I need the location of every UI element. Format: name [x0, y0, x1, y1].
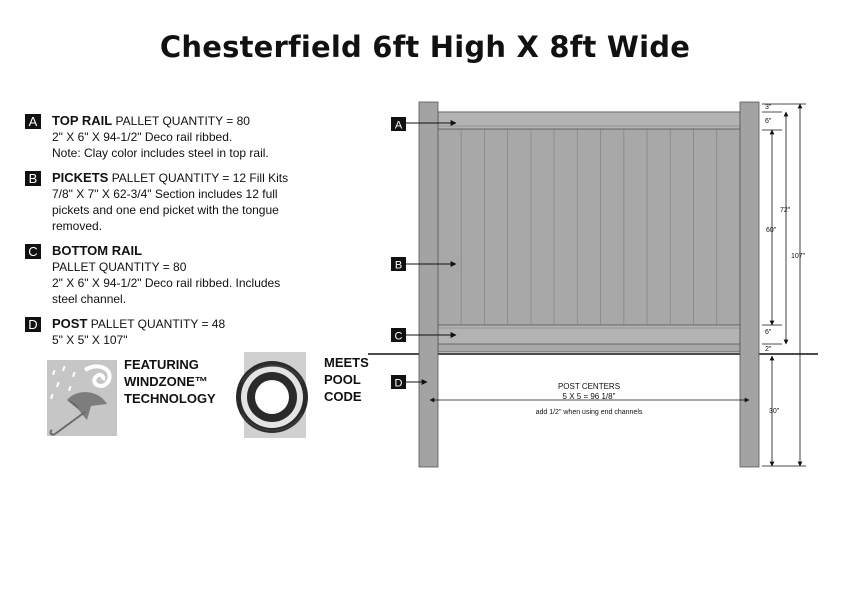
picket [647, 129, 670, 325]
dim-107in: 107" [791, 253, 806, 260]
spec-quantity: PALLET QUANTITY = 12 Fill Kits [111, 171, 289, 185]
picket [461, 129, 484, 325]
picket [577, 129, 600, 325]
post-centers-formula: 5 X 5 = 96 1/8" [562, 392, 616, 401]
spec-line: Note: Clay color includes steel in top rail. [52, 146, 269, 160]
post-centers-hint: add 1/2" when using end channels [535, 409, 643, 416]
spec-heading: BOTTOM RAIL [52, 243, 143, 258]
spec-heading: PICKETS [52, 170, 109, 185]
left-post [419, 102, 438, 467]
picket [438, 129, 461, 325]
spec-line: 2" X 6" X 94-1/2" Deco rail ribbed. Includes [52, 276, 281, 290]
dim-6in-top: 6" [765, 118, 772, 125]
svg-text:D: D [394, 377, 403, 390]
spec-line: 5" X 5" X 107" [52, 333, 128, 347]
spec-line: 7/8" X 7" X 62-3/4" Section includes 12 full [52, 187, 278, 201]
spec-quantity: PALLET QUANTITY = 80 [52, 260, 187, 274]
spec-line: steel channel. [52, 292, 127, 306]
dimension-labels [765, 104, 806, 415]
picket [601, 129, 624, 325]
picket [554, 129, 577, 325]
picket [484, 129, 507, 325]
dim-2in: 2" [765, 346, 772, 353]
badge-d: D [25, 317, 41, 332]
badge-a: A [25, 114, 41, 129]
picket [508, 129, 531, 325]
pool-code-label: MEETS POOL CODE [324, 355, 369, 404]
spec-line: removed. [52, 219, 103, 233]
spec-quantity: PALLET QUANTITY = 80 [115, 114, 250, 128]
top-rail [438, 112, 740, 129]
picket [670, 129, 693, 325]
spec-quantity: PALLET QUANTITY = 48 [90, 317, 226, 331]
spec-line: 2" X 6" X 94-1/2" Deco rail ribbed. [52, 130, 233, 144]
spec-heading: TOP RAIL [52, 113, 113, 128]
svg-text:B: B [394, 259, 403, 272]
picket [531, 129, 554, 325]
svg-text:C: C [394, 330, 403, 343]
post-centers-note [536, 382, 643, 416]
dim-60in: 60" [766, 227, 777, 234]
right-post [740, 102, 759, 467]
spec-heading: POST [52, 316, 88, 331]
badge-c: C [25, 244, 41, 259]
pickets-group [438, 129, 740, 325]
spec-line: pickets and one end picket with the tongue [52, 203, 279, 217]
picket [717, 129, 740, 325]
dim-30in: 30" [769, 408, 780, 415]
picket [624, 129, 647, 325]
dim-6in-bottom: 6" [765, 329, 772, 336]
dim-3in: 3" [765, 104, 772, 111]
picket [694, 129, 717, 325]
badge-b: B [25, 171, 41, 186]
page-title: Chesterfield 6ft High X 8ft Wide [159, 30, 691, 64]
post-centers-label: POST CENTERS [557, 382, 621, 391]
dim-72in: 72" [780, 207, 791, 214]
windzone-label: FEATURING WINDZONE™ TECHNOLOGY [124, 357, 216, 406]
svg-text:A: A [394, 119, 403, 132]
